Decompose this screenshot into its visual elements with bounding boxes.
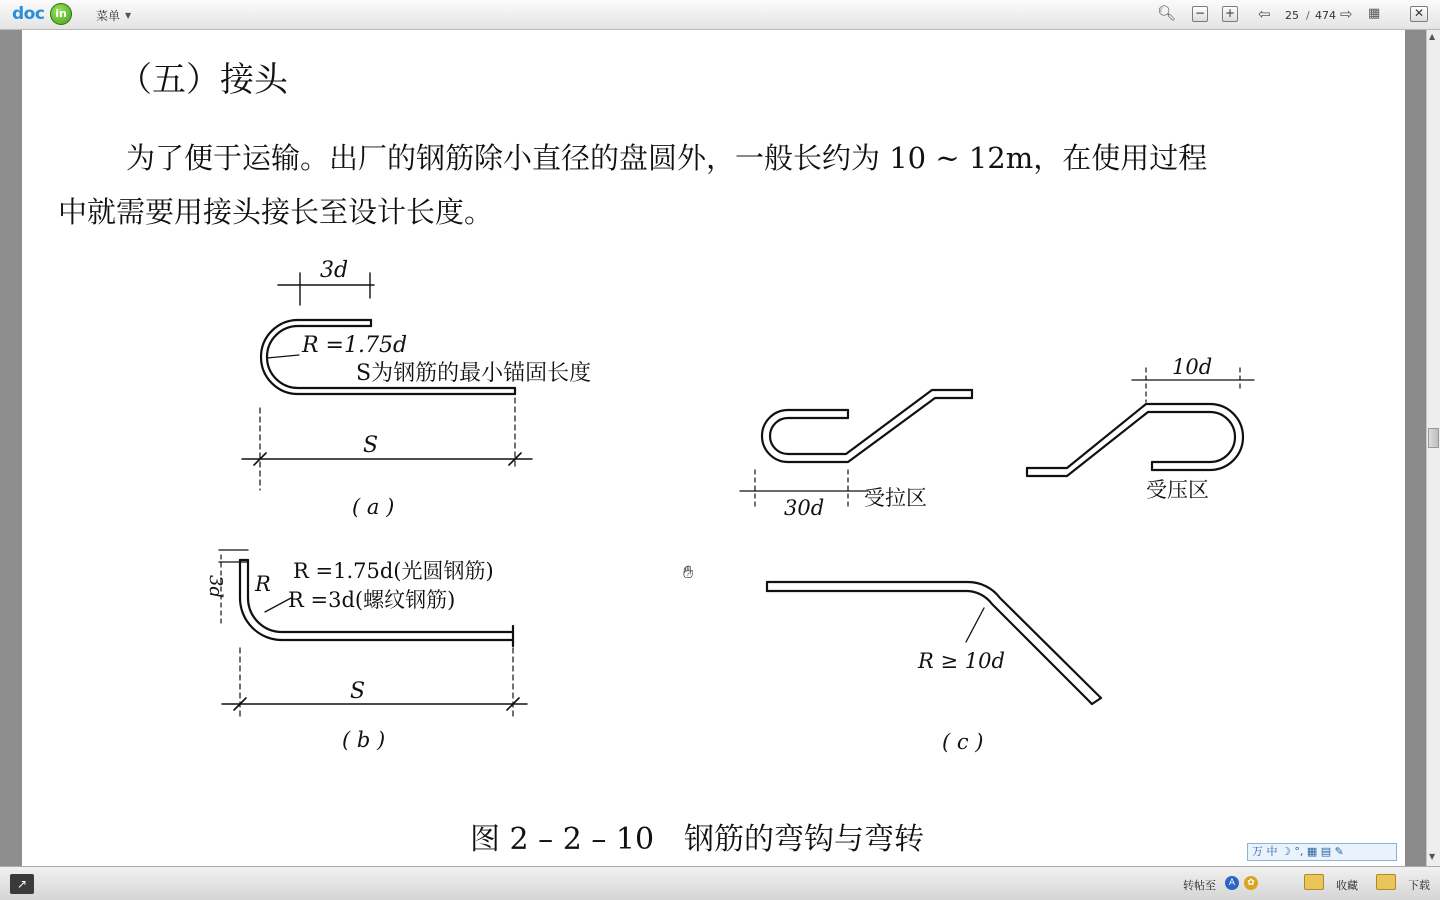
logo-badge: in xyxy=(50,3,72,25)
rebar-hook-figure xyxy=(22,30,1405,866)
c-compression-dim-label: 10d xyxy=(1172,355,1213,379)
expand-icon[interactable]: ↗ xyxy=(10,874,34,894)
favorite-label[interactable]: 收藏 xyxy=(1336,879,1358,892)
current-page-number[interactable]: 25 xyxy=(1285,9,1299,22)
a-span-label: S xyxy=(363,433,379,458)
logo-text: doc xyxy=(12,4,45,24)
b-caption: ( b ) xyxy=(342,728,386,752)
share-site-icon[interactable]: A xyxy=(1225,876,1239,890)
zoom-out-icon[interactable]: − xyxy=(1192,6,1208,22)
download-folder-icon[interactable] xyxy=(1376,874,1396,890)
c-compression-zone-label: 受压区 xyxy=(1146,478,1209,502)
viewer-toolbar xyxy=(0,0,1440,30)
c-caption: ( c ) xyxy=(942,730,984,754)
document-page xyxy=(22,30,1405,866)
a-caption: ( a ) xyxy=(352,495,395,519)
search-icon[interactable]: 🔍︎ xyxy=(1157,4,1177,22)
total-pages: 474 xyxy=(1315,9,1336,22)
repost-label[interactable]: 转帖至 xyxy=(1183,879,1216,892)
viewer-margin-left xyxy=(0,30,22,866)
ime-toolbar[interactable]: 万 中 ☽ °, ▦ ▤ ✎ xyxy=(1247,843,1397,861)
grid-view-icon[interactable]: ▦ xyxy=(1368,6,1381,21)
share-site-2-icon[interactable]: ✿ xyxy=(1244,876,1258,890)
menu-button[interactable] xyxy=(96,7,131,24)
favorite-folder-icon[interactable] xyxy=(1304,874,1324,890)
figure-caption: 图 2 – 2 – 10 钢筋的弯钩与弯转 xyxy=(470,822,925,857)
section-title: （五）接头 xyxy=(118,60,288,100)
close-icon[interactable]: ✕ xyxy=(1410,6,1428,22)
a-top-dim-label: 3d xyxy=(320,258,349,283)
figure-c-bend-drawing xyxy=(767,582,1101,704)
a-radius-label: R =1.75d xyxy=(302,333,408,358)
c-tension-zone-label: 受拉区 xyxy=(864,486,927,510)
scrollbar-thumb[interactable] xyxy=(1428,428,1439,448)
paragraph-line-2: 中就需要用接头接长至设计长度。 xyxy=(58,195,494,229)
c-bend-radius-label: R ≥ 10d xyxy=(918,649,1005,673)
zoom-in-icon[interactable]: + xyxy=(1222,6,1238,22)
scroll-down-icon[interactable]: ▼ xyxy=(1429,852,1436,861)
menu-label: 菜单 xyxy=(96,9,121,23)
download-label[interactable]: 下载 xyxy=(1408,879,1430,892)
b-radius2-label: R =3d(螺纹钢筋) xyxy=(288,588,456,612)
viewer-bottombar xyxy=(0,866,1440,900)
b-left-dim-label: 3d xyxy=(205,575,226,598)
chevron-down-icon: ▼ xyxy=(125,11,132,20)
hand-cursor-icon: ✋︎ xyxy=(683,562,694,583)
b-R-label: R xyxy=(255,572,271,596)
scroll-up-icon[interactable]: ▲ xyxy=(1429,32,1436,41)
vertical-scrollbar[interactable] xyxy=(1426,30,1440,866)
b-radius1-label: R =1.75d(光圆钢筋) xyxy=(293,559,494,583)
paragraph-line-1: 为了便于运输。出厂的钢筋除小直径的盘圆外，一般长约为 10 ~ 12m，在使用过程 xyxy=(126,141,1208,175)
previous-page-icon[interactable]: ⇦ xyxy=(1258,5,1271,23)
b-span-label: S xyxy=(350,679,366,704)
page-separator: / xyxy=(1306,9,1310,22)
a-note-label: S为钢筋的最小锚固长度 xyxy=(356,361,592,386)
next-page-icon[interactable]: ⇨ xyxy=(1340,5,1353,23)
viewer-margin-right xyxy=(1405,30,1426,866)
figure-c-compression-drawing xyxy=(1027,368,1254,476)
c-tension-dim-label: 30d xyxy=(784,496,825,520)
figure-c-tension-drawing xyxy=(740,390,972,506)
